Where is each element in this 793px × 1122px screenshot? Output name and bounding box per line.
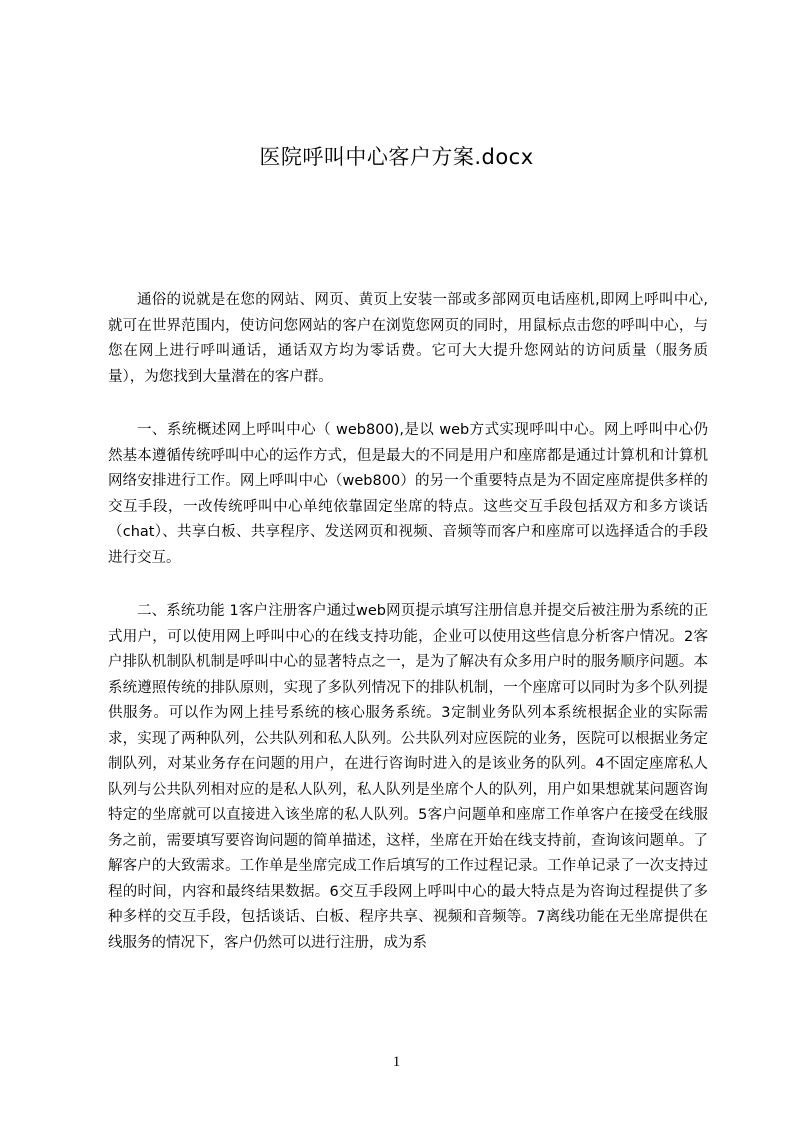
paragraph-system-overview: 一、系统概述网上呼叫中心（ web800),是以 web方式实现呼叫中心。网上呼叫中心仍然基本遵循传统呼叫中心的运作方式，但是最大的不同是用户和座席都是通过计算机和计算机网络安排进行工作。网上呼叫中心（web800）的另一个重要特点是为不固定座席提供多样的交互手段，一改传统呼叫中心单纯依靠固定坐席的特点。这些交互手段包括双方和多方谈话（chat）、共享白板、共享程序、发送网页和视频、音频等而客户和座席可以选择适合的手段进行交互。 <box>108 422 708 566</box>
page-number: 1 <box>392 1054 401 1070</box>
paragraph-intro: 通俗的说就是在您的网站、网页、黄页上安装一部或多部网页电话座机,即网上呼叫中心,就可在世界范围内，使访问您网站的客户在浏览您网页的同时，用鼠标点击您的呼叫中心，与您在网上进行呼叫通话，通话双方均为零话费。它可大大提升您网站的访问质量（服务质量），为您找到大量潜在的客户群。 <box>108 292 708 385</box>
document-title: 医院呼叫中心客户方案.docx <box>259 145 534 169</box>
paragraph-system-functions: 二、系统功能 1客户注册客户通过web网页提示填写注册信息并提交后被注册为系统的正式用户，可以使用网上呼叫中心的在线支持功能，企业可以使用这些信息分析客户情况。2客户排队机制队机制是呼叫中心的显著特点之一，是为了解决有众多用户时的服务顺序问题。本系统遵照传统的排队原则，实现了多队列情况下的排队机制，一个座席可以同时为多个队列提供服务。可以作为网上挂号系统的核心服务系统。3定制业务队列本系统根据企业的实际需求，实现了两种队列，公共队列和私人队列。公共队列对应医院的业务，医院可以根据业务定制队列，对某业务存在问题的用户，在进行咨询时进入的是该业务的队列。4不固定座席私人队列与公共队列相对应的是私人队列，私人队列是坐席个人的队列，用户如果想就某问题咨询特定的坐席就可以直接进入该坐席的私人队列。5客户问题单和座席工作单客户在接受在线服务之前，需要填写要咨询问题的简单描述，这样，坐席在开始在线支持前，查询该问题单。了解客户的大致需求。工作单是坐席完成工作后填写的工作过程记录。工作单记录了一次支持过程的时间，内容和最终结果数据。6交互手段网上呼叫中心的最大特点是为咨询过程提供了多种多样的交互手段，包括谈话、白板、程序共享、视频和音频等。7离线功能在无坐席提供在线服务的情况下，客户仍然可以进行注册，成为系 <box>108 603 708 951</box>
document-body <box>108 288 708 984</box>
